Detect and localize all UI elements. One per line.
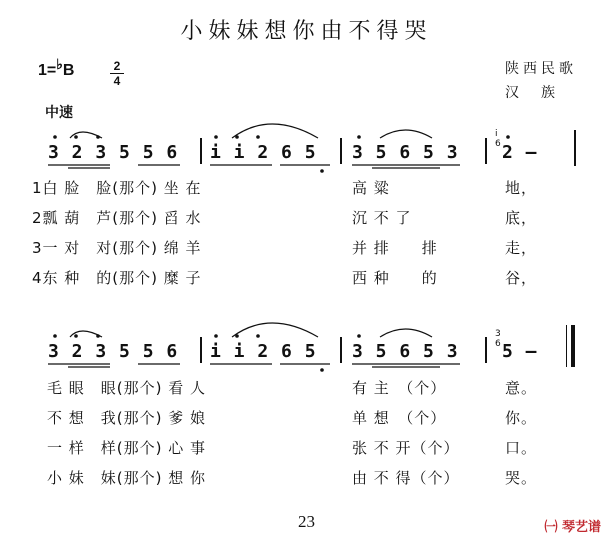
verse2-line1-b: 沉 不 了 <box>352 209 412 227</box>
line1-measure2: i i 2 6 5 <box>210 142 317 163</box>
verse3-line1-b: 并 排 排 <box>352 239 438 257</box>
grace-note: i <box>495 129 498 139</box>
logo-text: 琴艺谱 <box>561 520 601 535</box>
verse3-line1-c: 走， <box>505 239 538 257</box>
slur <box>232 124 318 138</box>
time-top: 2 <box>113 59 121 73</box>
verse1-line2-a: 毛 眼 眼(那个) 看 人 <box>47 379 207 397</box>
high-dot <box>53 334 57 338</box>
verse2-line2-b: 单 想 （个） <box>352 409 447 427</box>
flat-sign: ♭ <box>56 56 63 72</box>
high-dot <box>357 135 361 139</box>
verse2-line2-a: 不 想 我(那个) 爹 娘 <box>47 409 207 427</box>
site-logo <box>544 516 601 535</box>
verse3-line2-c: 口。 <box>505 439 538 457</box>
octave-dots <box>53 135 510 372</box>
slurs <box>70 124 432 337</box>
verse1-line1-a: 1白 脸 脸(那个) 坐 在 <box>32 179 202 197</box>
high-dot <box>256 334 260 338</box>
page-number: 23 <box>298 512 315 531</box>
verse3-line2-a: 一 样 样(那个) 心 事 <box>47 439 207 457</box>
line1-measure4: 2 – <box>502 142 538 163</box>
verse4-line1-a: 4东 种 的(那个) 糜 子 <box>32 269 202 287</box>
grace-note: 3 <box>495 329 501 339</box>
grace-note: 6 <box>495 139 501 149</box>
verse1-line2-c: 意。 <box>505 379 538 397</box>
grace-note: 6 <box>495 339 501 349</box>
song-origin: 陕西民歌 <box>505 61 577 77</box>
time-bottom: 4 <box>113 74 121 88</box>
logo-icon: ㈠ <box>544 520 558 535</box>
high-dot <box>214 334 218 338</box>
verse2-line1-c: 底， <box>505 209 538 227</box>
verse4-line2-c: 哭。 <box>505 469 538 487</box>
slur <box>380 130 432 138</box>
verse2-line2-c: 你。 <box>505 409 538 427</box>
line2-measure3: 3 5 6 5 3 <box>352 341 459 362</box>
verse1-line2-b: 有 主 （个） <box>352 379 447 397</box>
slur <box>232 323 318 337</box>
line2-measure2: i i 2 6 5 <box>210 341 317 362</box>
line2-measure1: 3 2 3 5 5 6 <box>48 341 179 362</box>
slur <box>380 329 432 337</box>
high-dot <box>256 135 260 139</box>
high-dot <box>357 334 361 338</box>
song-ethnicity: 汉 族 <box>505 85 559 101</box>
song-title: 小妹妹想你由不得哭 <box>180 19 433 44</box>
verse3-line2-b: 张 不 开（个） <box>352 439 460 457</box>
verse1-line1-b: 高 粱 <box>352 179 390 197</box>
verse1-line1-c: 地， <box>505 179 538 197</box>
high-dot <box>214 135 218 139</box>
verse4-line2-b: 由 不 得（个） <box>352 469 460 487</box>
line1-measure1: 3 2 3 5 5 6 <box>48 142 179 163</box>
line2-measure4: 5 – <box>502 341 538 362</box>
verse4-line1-b: 西 种 的 <box>352 269 438 287</box>
verse3-line1-a: 3一 对 对(那个) 绵 羊 <box>32 239 202 257</box>
low-dot <box>320 169 324 173</box>
high-dot <box>74 135 78 139</box>
underlines <box>48 165 460 367</box>
line1-measure3: 3 5 6 5 3 <box>352 142 459 163</box>
high-dot <box>74 334 78 338</box>
verse2-line1-a: 2瓢 葫 芦(那个) 舀 水 <box>32 209 202 227</box>
grace-notes <box>495 129 501 349</box>
high-dot <box>53 135 57 139</box>
low-dot <box>320 368 324 372</box>
key-note: B <box>62 62 75 79</box>
verse4-line1-c: 谷， <box>505 269 538 287</box>
key-prefix: 1= <box>38 62 57 79</box>
tempo-marking: 中速 <box>45 105 73 121</box>
verse4-line2-a: 小 妹 妹(那个) 想 你 <box>47 469 207 487</box>
high-dot <box>506 135 510 139</box>
